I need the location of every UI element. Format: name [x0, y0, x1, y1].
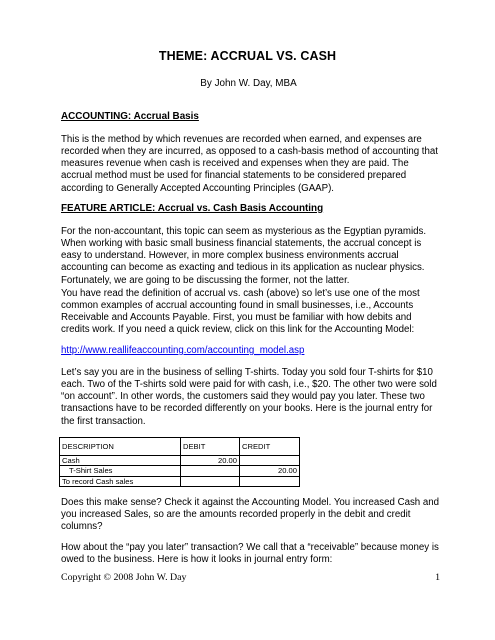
section-heading-feature-article: FEATURE ARTICLE: Accrual vs. Cash Basis Accounting [61, 203, 324, 214]
table-row [60, 456, 300, 466]
column-header-description: DESCRIPTION [60, 438, 181, 456]
column-header-debit: DEBIT [181, 438, 240, 456]
paragraph-check-model: Does this make sense? Check it against the Accounting Model. You increased Cash and you increased Sales, so are the amounts recorded properly in the debit and credit columns? [61, 497, 440, 533]
cell-description: T-Shirt Sales [60, 466, 181, 476]
paragraph-definition-example: You have read the definition of accrual vs. cash (above) so let’s use one of the most common examples of accrual accounting found in small businesses, i.e., Accounts Receivable and Accounts Payable. First, you must be familiar with how debits and credits work. If you need a quick review, click on this link for the Accounting Model: [61, 288, 420, 336]
cell-credit [240, 476, 300, 486]
page-number: 1 [435, 572, 440, 583]
cell-description: To record Cash sales [60, 476, 181, 486]
document-title: THEME: ACCRUAL VS. CASH [158, 49, 337, 63]
author-byline: By John W. Day, MBA [200, 78, 297, 89]
section-heading-accounting: ACCOUNTING: Accrual Basis [61, 111, 199, 122]
cell-debit [181, 466, 240, 476]
cell-credit [240, 456, 300, 466]
paragraph-accrual-definition: This is the method by which revenues are recorded when earned, and expenses are recorded when they are incurred, as opposed to a cash-basis method of accounting that measures revenue when cash is received and expenses when they are paid. The accrual method must be used for financial statements to be considered prepared according to Generally Accepted Accounting Principles (GAAP). [61, 134, 438, 194]
cell-debit: 20.00 [181, 456, 240, 466]
table-row [60, 476, 300, 486]
cell-credit: 20.00 [240, 466, 300, 476]
journal-entry-table [59, 437, 300, 487]
paragraph-pyramids: For the non-accountant, this topic can seem as mysterious as the Egyptian pyramids. When working with basic small business financial statements, the accrual concept is easy to understand. However, in more complex business environments accrual accounting can become as exacting and tedious in its application as nuclear physics. Fortunately, we are going to be discussing the former, not the latter. [61, 226, 427, 286]
page-footer [61, 572, 440, 583]
copyright-notice: Copyright © 2008 John W. Day [61, 572, 187, 583]
paragraph-receivable: How about the “pay you later” transaction? We call that a “receivable” because money is owed to the business. Here is how it looks in journal entry form: [61, 542, 439, 566]
table-header-row [60, 438, 300, 456]
column-header-credit: CREDIT [240, 438, 300, 456]
table-row [60, 466, 300, 476]
paragraph-tshirts: Let’s say you are in the business of selling T-shirts. Today you sold four T-shirts for $10 each. Two of the T-shirts sold were paid for with cash, i.e., $20. The other two were sold “on account”. In other words, the customers said they would pay you later. These two transactions have to be recorded differently on your books. Here is the journal entry for the first transaction. [61, 367, 437, 427]
accounting-model-link[interactable]: http://www.reallifeaccounting.com/accounting_model.asp [61, 345, 305, 356]
cell-description: Cash [60, 456, 181, 466]
cell-debit [181, 476, 240, 486]
